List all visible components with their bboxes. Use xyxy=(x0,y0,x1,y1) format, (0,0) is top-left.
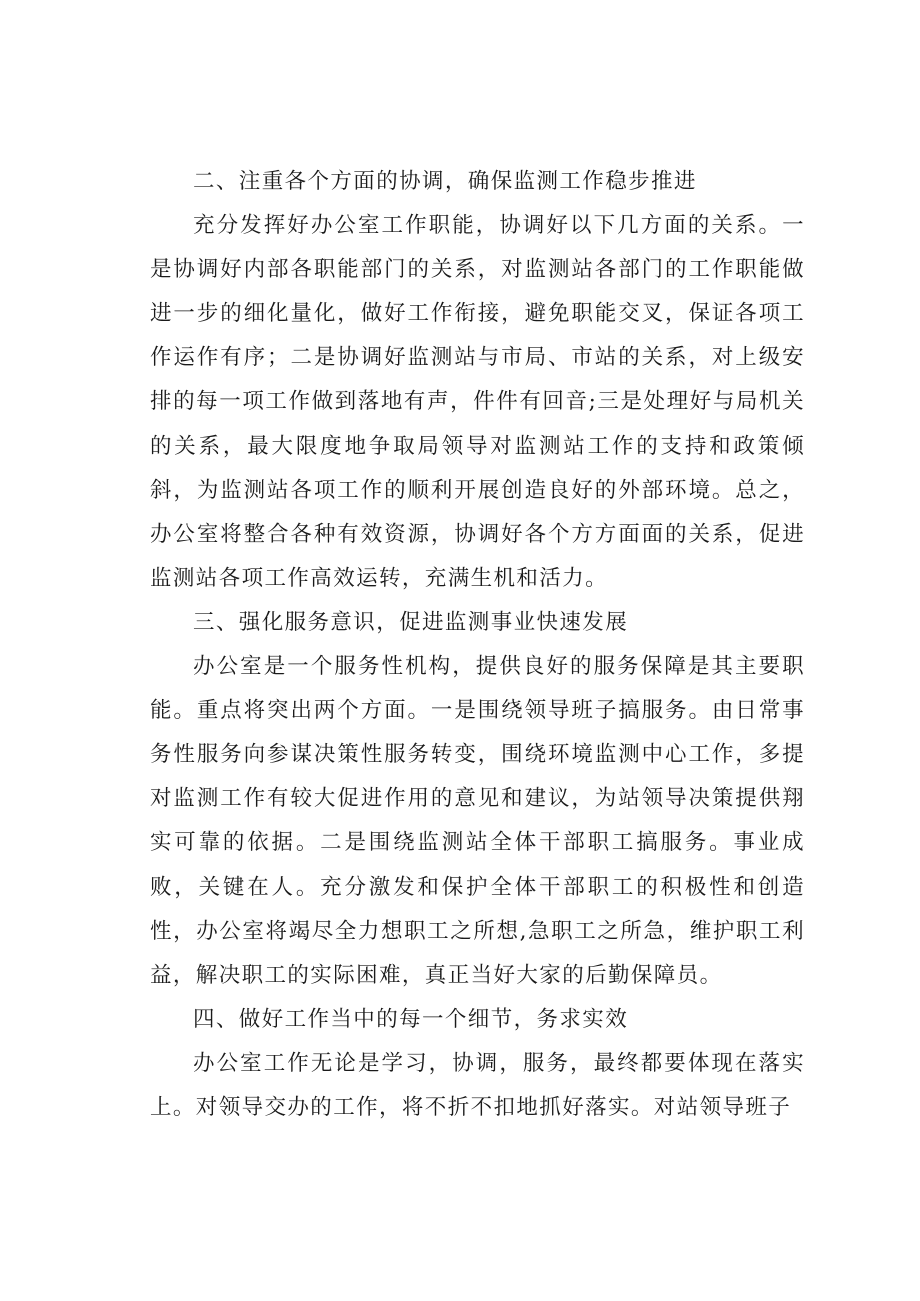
section-heading-4: 四、做好工作当中的每一个细节，务求实效 xyxy=(193,1006,629,1032)
body-paragraph: 办公室工作无论是学习，协调，服务，最终都要体现在落实上。对领导交办的工作，将不折不扣地抓好落实。对站领导班子 xyxy=(150,1050,805,1120)
body-paragraph: 充分发挥好办公室工作职能，协调好以下几方面的关系。一是协调好内部各职能部门的关系，对监测站各部门的工作职能做进一步的细化量化，做好工作衔接，避免职能交叉，保证各项工作运作有序；二是协调好监测站与市局、市站的关系，对上级安排的每一项工作做到落地有声，件件有回音;三是处理好与局机关的关系，最大限度地争取局领导对监测站工作的支持和政策倾斜，为监测站各项工作的顺利开展创造良好的外部环境。总之，办公室将整合各种有效资源，协调好各个方方面面的关系，促进监测站各项工作高效运转，充满生机和活力。 xyxy=(150,213,805,591)
body-paragraph: 办公室是一个服务性机构，提供良好的服务保障是其主要职能。重点将突出两个方面。一是围绕领导班子搞服务。由日常事务性服务向参谋决策性服务转变，围绕环境监测中心工作，多提对监测工作有较大促进作用的意见和建议，为站领导决策提供翔实可靠的依据。二是围绕监测站全体干部职工搞服务。事业成败，关键在人。充分激发和保护全体干部职工的积极性和创造性，办公室将竭尽全力想职工之所想,急职工之所急，维护职工利益，解决职工的实际困难，真正当好大家的后勤保障员。 xyxy=(150,654,805,988)
document-body xyxy=(150,160,805,1130)
section-heading-2: 二、注重各个方面的协调，确保监测工作稳步推进 xyxy=(193,169,697,194)
section-heading-3: 三、强化服务意识，促进监测事业快速发展 xyxy=(193,609,629,635)
